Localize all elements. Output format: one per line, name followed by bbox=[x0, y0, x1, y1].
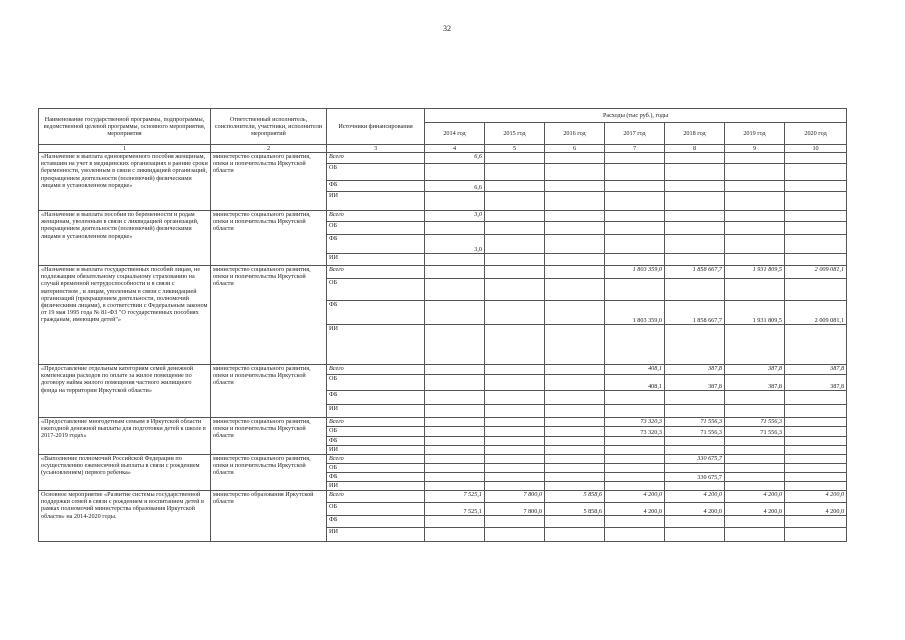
column-number-2: 2 bbox=[211, 145, 327, 153]
value-cell bbox=[485, 222, 545, 235]
column-number-6: 6 bbox=[545, 145, 605, 153]
value-cell bbox=[425, 254, 485, 266]
funding-source: ОБ bbox=[327, 375, 425, 391]
value-cell bbox=[665, 446, 725, 455]
value-cell bbox=[545, 391, 605, 405]
row-executor: министерство социального развития, опеки и попечительства Иркутской области bbox=[211, 418, 327, 455]
value-cell bbox=[605, 455, 665, 464]
header-year-2: 2015 год bbox=[485, 123, 545, 145]
value-cell: 71 556,3 bbox=[665, 418, 725, 427]
value-cell bbox=[665, 211, 725, 222]
value-cell bbox=[785, 446, 847, 455]
value-cell bbox=[605, 516, 665, 528]
value-cell bbox=[665, 192, 725, 211]
row-executor: министерство социального развития, опеки и попечительства Иркутской области bbox=[211, 365, 327, 418]
value-cell bbox=[785, 192, 847, 211]
funding-source: Всего bbox=[327, 365, 425, 375]
value-cell bbox=[545, 181, 605, 192]
value-cell: 73 320,3 bbox=[605, 418, 665, 427]
value-cell bbox=[665, 325, 725, 365]
value-cell bbox=[785, 418, 847, 427]
funding-source: ИИ bbox=[327, 254, 425, 266]
value-cell: 1 858 667,7 bbox=[665, 266, 725, 279]
value-cell bbox=[545, 222, 605, 235]
value-cell bbox=[605, 464, 665, 473]
value-cell bbox=[485, 365, 545, 375]
value-cell bbox=[725, 164, 785, 181]
value-cell bbox=[485, 192, 545, 211]
value-cell: 3,0 bbox=[425, 211, 485, 222]
value-cell bbox=[485, 405, 545, 418]
value-cell bbox=[665, 405, 725, 418]
value-cell bbox=[725, 181, 785, 192]
value-cell bbox=[425, 279, 485, 301]
value-cell: 1 803 359,0 bbox=[605, 301, 665, 325]
row-name: «Назначение и выплата единовременного пособия женщинам, вставшим на учет в медицинских организациях в ранние сроки беременности, уволенным в связи с ликвидацией организаций, прекращением деятельности (полномочий) физическими лицами в установленном порядке» bbox=[39, 153, 211, 211]
value-cell: 1 803 359,0 bbox=[605, 266, 665, 279]
value-cell bbox=[785, 164, 847, 181]
value-cell bbox=[485, 427, 545, 437]
value-cell bbox=[545, 418, 605, 427]
value-cell: 330 675,7 bbox=[665, 455, 725, 464]
value-cell: 4 200,0 bbox=[725, 503, 785, 516]
row-executor: министерство социального развития, опеки и попечительства Иркутской области bbox=[211, 211, 327, 266]
value-cell bbox=[485, 235, 545, 254]
funding-source: ОБ bbox=[327, 164, 425, 181]
value-cell: 4 200,0 bbox=[785, 503, 847, 516]
value-cell bbox=[665, 254, 725, 266]
value-cell bbox=[485, 266, 545, 279]
value-cell: 1 858 667,7 bbox=[665, 301, 725, 325]
row-name: Основное мероприятие «Развитие системы государственной поддержки семей в связи с рождением и воспитанием детей в рамках полномочий министерства образования Иркутской области» на 2014-2020 годы. bbox=[39, 491, 211, 542]
value-cell: 5 858,6 bbox=[545, 503, 605, 516]
value-cell: 4 200,0 bbox=[605, 503, 665, 516]
value-cell: 7 525,1 bbox=[425, 491, 485, 503]
value-cell: 408,1 bbox=[605, 365, 665, 375]
value-cell bbox=[725, 528, 785, 542]
table-row bbox=[39, 266, 847, 279]
value-cell bbox=[665, 181, 725, 192]
value-cell bbox=[485, 473, 545, 482]
value-cell bbox=[545, 446, 605, 455]
value-cell: 4 200,0 bbox=[785, 491, 847, 503]
value-cell bbox=[425, 455, 485, 464]
value-cell bbox=[665, 464, 725, 473]
value-cell: 7 525,1 bbox=[425, 503, 485, 516]
value-cell bbox=[665, 279, 725, 301]
value-cell bbox=[785, 181, 847, 192]
value-cell bbox=[485, 153, 545, 164]
value-cell bbox=[725, 446, 785, 455]
value-cell bbox=[785, 437, 847, 446]
value-cell bbox=[485, 391, 545, 405]
value-cell: 2 009 081,1 bbox=[785, 301, 847, 325]
value-cell: 387,8 bbox=[725, 375, 785, 391]
value-cell bbox=[425, 473, 485, 482]
value-cell bbox=[725, 254, 785, 266]
value-cell: 4 200,0 bbox=[665, 491, 725, 503]
value-cell bbox=[785, 279, 847, 301]
value-cell bbox=[425, 325, 485, 365]
value-cell bbox=[545, 266, 605, 279]
value-cell: 6,6 bbox=[425, 153, 485, 164]
value-cell bbox=[665, 516, 725, 528]
value-cell bbox=[485, 254, 545, 266]
funding-source: ФБ bbox=[327, 473, 425, 482]
row-executor: министерство социального развития, опеки и попечительства Иркутской области bbox=[211, 455, 327, 491]
value-cell bbox=[425, 301, 485, 325]
column-number-10: 10 bbox=[785, 145, 847, 153]
value-cell bbox=[665, 222, 725, 235]
value-cell: 7 800,0 bbox=[485, 503, 545, 516]
funding-source: ИИ bbox=[327, 446, 425, 455]
funding-source: ФБ bbox=[327, 391, 425, 405]
column-number-1: 1 bbox=[39, 145, 211, 153]
value-cell bbox=[545, 516, 605, 528]
table-row bbox=[39, 153, 847, 164]
value-cell bbox=[605, 235, 665, 254]
budget-table bbox=[38, 108, 847, 542]
value-cell bbox=[425, 391, 485, 405]
value-cell bbox=[605, 222, 665, 235]
header-expenses: Расходы (тыс руб.), годы bbox=[425, 109, 847, 123]
value-cell bbox=[785, 455, 847, 464]
value-cell: 73 320,3 bbox=[605, 427, 665, 437]
value-cell: 5 858,6 bbox=[545, 491, 605, 503]
funding-source: Всего bbox=[327, 455, 425, 464]
column-number-5: 5 bbox=[485, 145, 545, 153]
row-name: «Предоставление отдельным категориям семей денежной компенсации расходов по оплате за жилое помещение по договору найма жилого помещения частного жилищного фонда на территории Иркутской области» bbox=[39, 365, 211, 418]
value-cell bbox=[545, 528, 605, 542]
value-cell bbox=[605, 473, 665, 482]
value-cell bbox=[485, 464, 545, 473]
value-cell bbox=[605, 446, 665, 455]
table-row bbox=[39, 418, 847, 427]
funding-source: Всего bbox=[327, 153, 425, 164]
value-cell: 6,6 bbox=[425, 181, 485, 192]
value-cell bbox=[485, 181, 545, 192]
value-cell bbox=[725, 437, 785, 446]
value-cell bbox=[485, 301, 545, 325]
value-cell bbox=[485, 446, 545, 455]
value-cell bbox=[485, 375, 545, 391]
value-cell bbox=[725, 211, 785, 222]
value-cell bbox=[785, 391, 847, 405]
value-cell bbox=[545, 405, 605, 418]
value-cell: 1 931 809,5 bbox=[725, 266, 785, 279]
value-cell bbox=[425, 446, 485, 455]
value-cell bbox=[665, 437, 725, 446]
funding-source: ФБ bbox=[327, 301, 425, 325]
value-cell: 4 200,0 bbox=[665, 503, 725, 516]
funding-source: ФБ bbox=[327, 516, 425, 528]
value-cell bbox=[425, 464, 485, 473]
value-cell bbox=[485, 482, 545, 491]
value-cell bbox=[665, 391, 725, 405]
value-cell bbox=[485, 455, 545, 464]
value-cell bbox=[485, 325, 545, 365]
value-cell: 4 200,0 bbox=[725, 491, 785, 503]
value-cell bbox=[485, 437, 545, 446]
value-cell bbox=[605, 181, 665, 192]
value-cell bbox=[725, 473, 785, 482]
value-cell bbox=[485, 528, 545, 542]
value-cell bbox=[785, 254, 847, 266]
value-cell bbox=[665, 482, 725, 491]
value-cell bbox=[725, 279, 785, 301]
funding-source: ИИ bbox=[327, 528, 425, 542]
value-cell bbox=[485, 418, 545, 427]
value-cell bbox=[785, 153, 847, 164]
funding-source: Всего bbox=[327, 266, 425, 279]
value-cell bbox=[425, 516, 485, 528]
value-cell bbox=[425, 266, 485, 279]
value-cell: 71 556,3 bbox=[665, 427, 725, 437]
header-year-1: 2014 год bbox=[425, 123, 485, 145]
value-cell bbox=[545, 235, 605, 254]
value-cell bbox=[545, 153, 605, 164]
value-cell bbox=[545, 325, 605, 365]
value-cell bbox=[605, 325, 665, 365]
value-cell bbox=[725, 455, 785, 464]
funding-source: ОБ bbox=[327, 222, 425, 235]
value-cell bbox=[785, 211, 847, 222]
row-name: «Назначение и выплата государственных пособий лицам, не подлежащим обязательному социальному страхованию на случай временной нетрудоспособности и в связи с материнством , и лицам, уволенным в связи с ликвидацией организаций (прекращением деятельности, полномочий физическими лицами), в соответствии с Федеральным законом от 19 мая 1995 года № 81-ФЗ "О государственных пособиях гражданам, имеющим детей"» bbox=[39, 266, 211, 365]
value-cell bbox=[545, 437, 605, 446]
header-name: Наименование государственной программы, подпрограммы, ведомственной целевой программы, основного мероприятия, мероприятия bbox=[39, 109, 211, 145]
funding-source: ИИ bbox=[327, 405, 425, 418]
value-cell bbox=[785, 516, 847, 528]
table-row bbox=[39, 455, 847, 464]
funding-source: Всего bbox=[327, 211, 425, 222]
value-cell: 1 931 809,5 bbox=[725, 301, 785, 325]
funding-source: ОБ bbox=[327, 464, 425, 473]
column-number-3: 3 bbox=[327, 145, 425, 153]
value-cell bbox=[665, 528, 725, 542]
value-cell bbox=[545, 211, 605, 222]
funding-source: ФБ bbox=[327, 181, 425, 192]
value-cell bbox=[725, 405, 785, 418]
value-cell: 387,8 bbox=[725, 365, 785, 375]
page-number: 32 bbox=[443, 24, 451, 33]
value-cell: 408,1 bbox=[605, 375, 665, 391]
value-cell bbox=[605, 279, 665, 301]
funding-source: ФБ bbox=[327, 235, 425, 254]
row-executor: министерство образования Иркутской области bbox=[211, 491, 327, 542]
funding-source: Всего bbox=[327, 418, 425, 427]
table-row bbox=[39, 365, 847, 375]
value-cell bbox=[425, 192, 485, 211]
value-cell bbox=[785, 235, 847, 254]
value-cell bbox=[785, 528, 847, 542]
value-cell bbox=[545, 192, 605, 211]
value-cell bbox=[425, 405, 485, 418]
value-cell bbox=[785, 405, 847, 418]
value-cell bbox=[725, 235, 785, 254]
value-cell: 387,8 bbox=[785, 375, 847, 391]
value-cell bbox=[545, 427, 605, 437]
value-cell bbox=[605, 437, 665, 446]
value-cell: 71 556,3 bbox=[725, 427, 785, 437]
header-year-3: 2016 год bbox=[545, 123, 605, 145]
value-cell bbox=[425, 375, 485, 391]
value-cell bbox=[425, 365, 485, 375]
header-year-4: 2017 год bbox=[605, 123, 665, 145]
value-cell bbox=[725, 192, 785, 211]
funding-source: ИИ bbox=[327, 325, 425, 365]
header-source: Источники финансирования bbox=[327, 109, 425, 145]
header-year-6: 2019 год bbox=[725, 123, 785, 145]
funding-source: ОБ bbox=[327, 279, 425, 301]
value-cell bbox=[425, 482, 485, 491]
funding-source: ИИ bbox=[327, 192, 425, 211]
funding-source: ИИ bbox=[327, 482, 425, 491]
value-cell bbox=[485, 279, 545, 301]
value-cell: 387,8 bbox=[665, 375, 725, 391]
value-cell bbox=[485, 516, 545, 528]
row-executor: министерство социального развития, опеки и попечительства Иркутской области bbox=[211, 266, 327, 365]
column-number-8: 8 bbox=[665, 145, 725, 153]
row-name: «Назначение и выплата пособия по беременности и родам женщинам, уволенным в связи с ликвидацией организаций, прекращением деятельности (полномочий) физическими лицами в установленном порядке» bbox=[39, 211, 211, 266]
column-number-4: 4 bbox=[425, 145, 485, 153]
funding-source: ОБ bbox=[327, 427, 425, 437]
value-cell bbox=[725, 464, 785, 473]
value-cell bbox=[665, 164, 725, 181]
value-cell bbox=[425, 528, 485, 542]
value-cell bbox=[605, 192, 665, 211]
value-cell bbox=[725, 153, 785, 164]
value-cell: 330 675,7 bbox=[665, 473, 725, 482]
header-year-7: 2020 год bbox=[785, 123, 847, 145]
value-cell bbox=[725, 222, 785, 235]
value-cell bbox=[545, 482, 605, 491]
value-cell bbox=[425, 418, 485, 427]
value-cell: 71 556,3 bbox=[725, 418, 785, 427]
value-cell: 2 009 081,1 bbox=[785, 266, 847, 279]
value-cell bbox=[605, 153, 665, 164]
value-cell bbox=[785, 427, 847, 437]
value-cell bbox=[605, 405, 665, 418]
table-row bbox=[39, 491, 847, 503]
value-cell: 387,8 bbox=[665, 365, 725, 375]
value-cell: 4 200,0 bbox=[605, 491, 665, 503]
value-cell bbox=[725, 325, 785, 365]
funding-source: Всего bbox=[327, 491, 425, 503]
value-cell bbox=[485, 211, 545, 222]
value-cell bbox=[425, 437, 485, 446]
value-cell bbox=[425, 222, 485, 235]
value-cell bbox=[545, 164, 605, 181]
value-cell bbox=[785, 464, 847, 473]
value-cell bbox=[545, 375, 605, 391]
value-cell bbox=[545, 464, 605, 473]
value-cell bbox=[725, 391, 785, 405]
value-cell bbox=[425, 164, 485, 181]
value-cell bbox=[605, 254, 665, 266]
value-cell bbox=[605, 528, 665, 542]
value-cell bbox=[545, 455, 605, 464]
column-number-9: 9 bbox=[725, 145, 785, 153]
value-cell bbox=[605, 211, 665, 222]
table-row bbox=[39, 211, 847, 222]
value-cell bbox=[725, 516, 785, 528]
row-executor: министерство социального развития, опеки и попечительства Иркутской области bbox=[211, 153, 327, 211]
value-cell: 7 800,0 bbox=[485, 491, 545, 503]
funding-source: ФБ bbox=[327, 437, 425, 446]
value-cell bbox=[605, 164, 665, 181]
header-year-5: 2018 год bbox=[665, 123, 725, 145]
value-cell bbox=[665, 153, 725, 164]
value-cell bbox=[545, 365, 605, 375]
column-number-7: 7 bbox=[605, 145, 665, 153]
value-cell bbox=[785, 482, 847, 491]
value-cell bbox=[605, 391, 665, 405]
value-cell bbox=[785, 222, 847, 235]
value-cell bbox=[785, 325, 847, 365]
value-cell bbox=[725, 482, 785, 491]
value-cell bbox=[545, 279, 605, 301]
value-cell: 387,8 bbox=[785, 365, 847, 375]
value-cell bbox=[545, 473, 605, 482]
value-cell bbox=[425, 427, 485, 437]
row-name: «Выполнение полномочий Российской Федерации по осуществлению ежемесячной выплаты в связи с рождением (усыновлением) первого ребенка» bbox=[39, 455, 211, 491]
value-cell bbox=[665, 235, 725, 254]
row-name: «Предоставление многодетным семьям в Иркутской области ежегодной денежной выплаты для подготовки детей к школе в 2017-2019 годах» bbox=[39, 418, 211, 455]
value-cell: 3,0 bbox=[425, 235, 485, 254]
value-cell bbox=[545, 254, 605, 266]
header-executor: Ответственный исполнитель, соисполнители, участники, исполнители мероприятий bbox=[211, 109, 327, 145]
funding-source: ОБ bbox=[327, 503, 425, 516]
value-cell bbox=[605, 482, 665, 491]
value-cell bbox=[785, 473, 847, 482]
value-cell bbox=[485, 164, 545, 181]
value-cell bbox=[545, 301, 605, 325]
